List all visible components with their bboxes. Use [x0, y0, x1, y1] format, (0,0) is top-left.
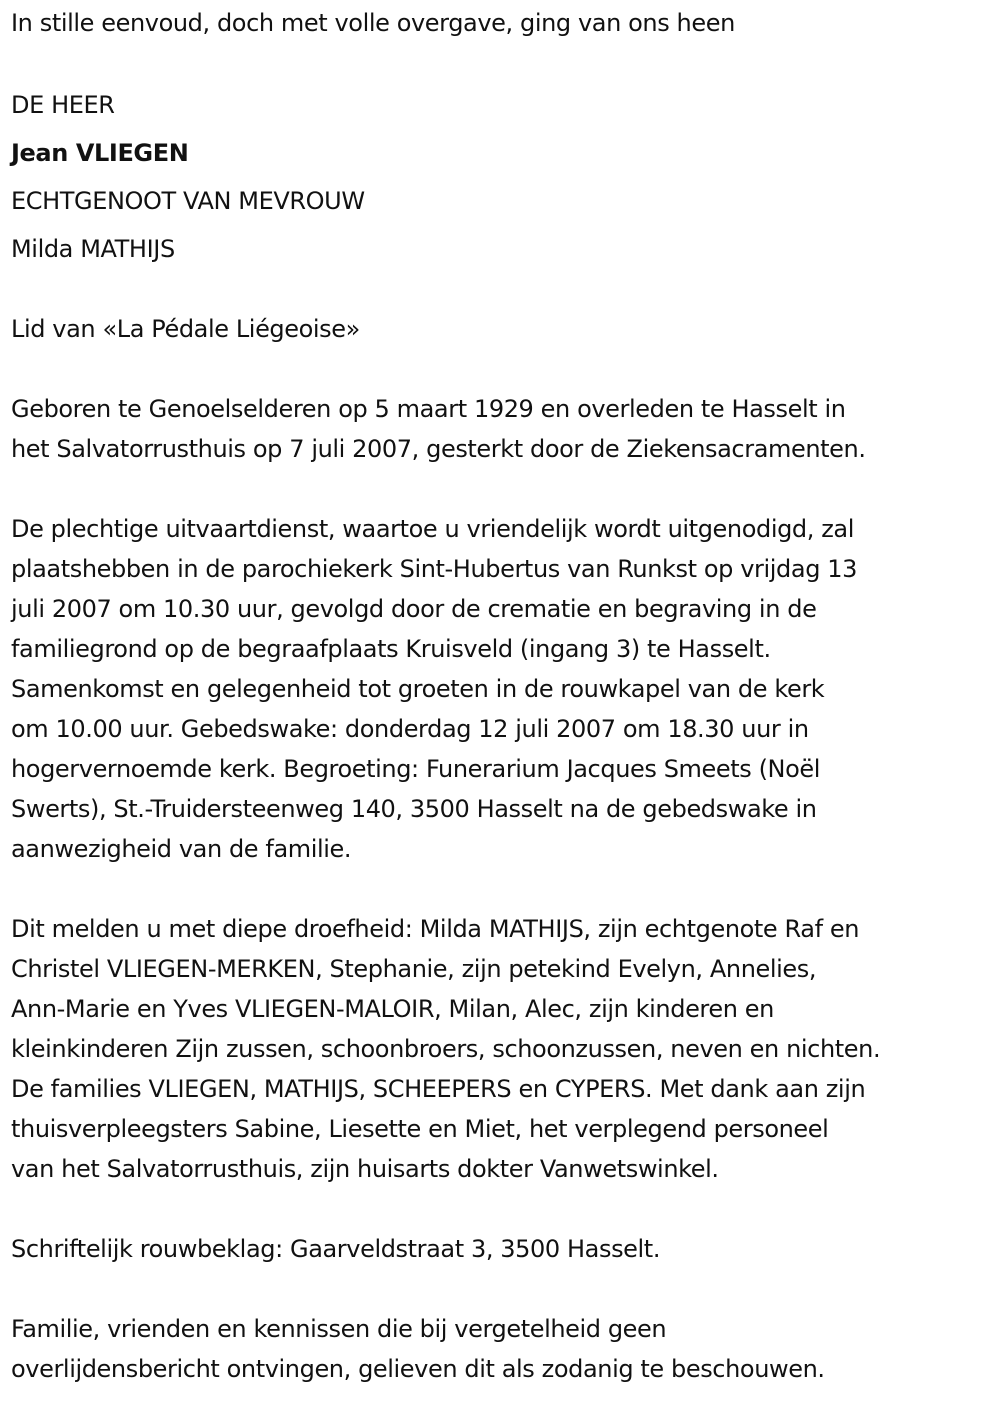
paragraph-line: Dit melden u met diepe droefheid: Milda MATHIJS, zijn echtgenote Raf en: [11, 915, 860, 943]
paragraph-line: kleinkinderen Zijn zussen, schoonbroers, schoonzussen, neven en nichten.: [11, 1035, 881, 1063]
paragraph-line: het Salvatorrusthuis op 7 juli 2007, gesterkt door de Ziekensacramenten.: [11, 435, 866, 463]
membership-text: Lid van «La Pédale Liégeoise»: [11, 315, 360, 343]
paragraph-line: van het Salvatorrusthuis, zijn huisarts dokter Vanwetswinkel.: [11, 1155, 719, 1183]
paragraph-line: familiegrond op de begraafplaats Kruisveld (ingang 3) te Hasselt.: [11, 635, 771, 663]
paragraph-line: Ann-Marie en Yves VLIEGEN-MALOIR, Milan, Alec, zijn kinderen en: [11, 995, 774, 1023]
intro-text: In stille eenvoud, doch met volle overgave, ging van ons heen: [11, 9, 735, 37]
spouse-name: Milda MATHIJS: [11, 235, 175, 263]
condolences-text: Schriftelijk rouwbeklag: Gaarveldstraat 3, 3500 Hasselt.: [11, 1235, 661, 1263]
paragraph-line: plaatshebben in de parochiekerk Sint-Hubertus van Runkst op vrijdag 13: [11, 555, 857, 583]
paragraph-line: Christel VLIEGEN-MERKEN, Stephanie, zijn petekind Evelyn, Annelies,: [11, 955, 817, 983]
paragraph-line: De plechtige uitvaartdienst, waartoe u vriendelijk wordt uitgenodigd, zal: [11, 515, 854, 543]
spouse-label: ECHTGENOOT VAN MEVROUW: [11, 187, 365, 215]
paragraph-line: Geboren te Genoelselderen op 5 maart 1929 en overleden te Hasselt in: [11, 395, 846, 423]
paragraph-line: juli 2007 om 10.30 uur, gevolgd door de crematie en begraving in de: [11, 595, 817, 623]
paragraph-line: thuisverpleegsters Sabine, Liesette en Miet, het verplegend personeel: [11, 1115, 829, 1143]
paragraph-line: Swerts), St.-Truidersteenweg 140, 3500 Hasselt na de gebedswake in: [11, 795, 817, 823]
paragraph-line: overlijdensbericht ontvingen, gelieven dit als zodanig te beschouwen.: [11, 1355, 825, 1383]
paragraph-line: aanwezigheid van de familie.: [11, 835, 352, 863]
deceased-name: Jean VLIEGEN: [11, 139, 189, 167]
paragraph-line: Familie, vrienden en kennissen die bij vergetelheid geen: [11, 1315, 667, 1343]
paragraph-line: De families VLIEGEN, MATHIJS, SCHEEPERS en CYPERS. Met dank aan zijn: [11, 1075, 866, 1103]
paragraph-line: hogervernoemde kerk. Begroeting: Funerarium Jacques Smeets (Noël: [11, 755, 821, 783]
paragraph-line: Samenkomst en gelegenheid tot groeten in de rouwkapel van de kerk: [11, 675, 825, 703]
title-line: DE HEER: [11, 91, 115, 119]
paragraph-line: om 10.00 uur. Gebedswake: donderdag 12 juli 2007 om 18.30 uur in: [11, 715, 809, 743]
